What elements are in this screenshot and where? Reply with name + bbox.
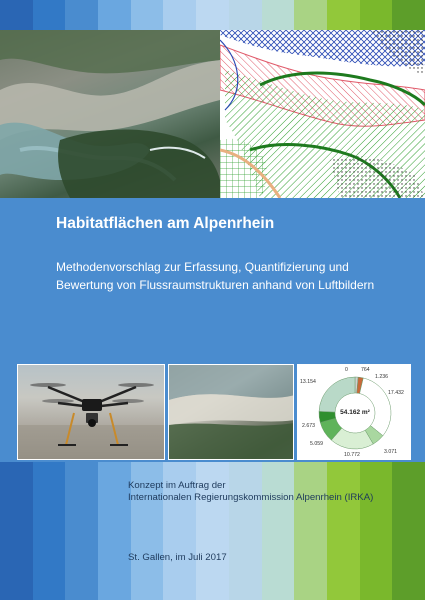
- donut-slice-3: [360, 378, 391, 436]
- bottom-stripe-1: [33, 462, 66, 600]
- commission-line-1: Konzept im Auftrag der: [128, 480, 226, 491]
- slice-label-7: 2.673: [302, 423, 315, 429]
- bottom-stripe-0: [0, 462, 33, 600]
- slice-label-0: 0: [345, 367, 348, 373]
- bottom-stripe-3: [98, 462, 131, 600]
- place-and-date: St. Gallen, im Juli 2017: [128, 552, 227, 563]
- slice-label-8: 13.154: [300, 379, 316, 385]
- habitat-area-donut-chart: [297, 364, 411, 460]
- commission-line-2: Internationalen Regierungskommission Alpenrhein (IRKA): [128, 492, 374, 503]
- top-stripe-12: [392, 0, 425, 30]
- slice-label-4: 3.071: [384, 449, 397, 455]
- habitat-map: [220, 30, 425, 198]
- top-stripe-2: [65, 0, 98, 30]
- aerial-photo: [0, 30, 220, 198]
- donut-center-total: 54.162 m²: [340, 409, 370, 416]
- bottom-stripe-2: [65, 462, 98, 600]
- donut-slice-8: [319, 377, 355, 412]
- top-stripe-7: [229, 0, 262, 30]
- slice-label-3: 17.432: [388, 390, 404, 396]
- drone-photo: [17, 364, 165, 460]
- top-stripe-5: [163, 0, 196, 30]
- slice-label-6: 5.059: [310, 441, 323, 447]
- top-stripe-11: [360, 0, 393, 30]
- document-subtitle: [56, 258, 406, 294]
- top-stripe-6: [196, 0, 229, 30]
- slice-label-5: 10.772: [344, 452, 360, 458]
- top-stripe-1: [33, 0, 66, 30]
- subtitle-line-2: Bewertung von Flussraumstrukturen anhand von Luftbildern: [56, 278, 375, 292]
- aerial-photo-graphic: [0, 30, 220, 198]
- drone-photo-graphic: [18, 365, 165, 460]
- top-stripe-3: [98, 0, 131, 30]
- top-stripe-8: [262, 0, 295, 30]
- river-bank-photo-graphic: [169, 365, 294, 460]
- slice-label-2: 1.236: [375, 374, 388, 380]
- top-stripe-0: [0, 0, 33, 30]
- river-bank-photo: [168, 364, 294, 460]
- document-title: Habitatflächen am Alpenrhein: [56, 215, 275, 232]
- slice-label-1: 764: [361, 367, 370, 373]
- habitat-map-graphic: [220, 30, 425, 198]
- top-stripe-4: [131, 0, 164, 30]
- commission-note: [128, 480, 398, 504]
- top-stripe-10: [327, 0, 360, 30]
- top-stripe-9: [294, 0, 327, 30]
- top-color-stripes: [0, 0, 425, 30]
- subtitle-line-1: Methodenvorschlag zur Erfassung, Quantifizierung und: [56, 260, 349, 274]
